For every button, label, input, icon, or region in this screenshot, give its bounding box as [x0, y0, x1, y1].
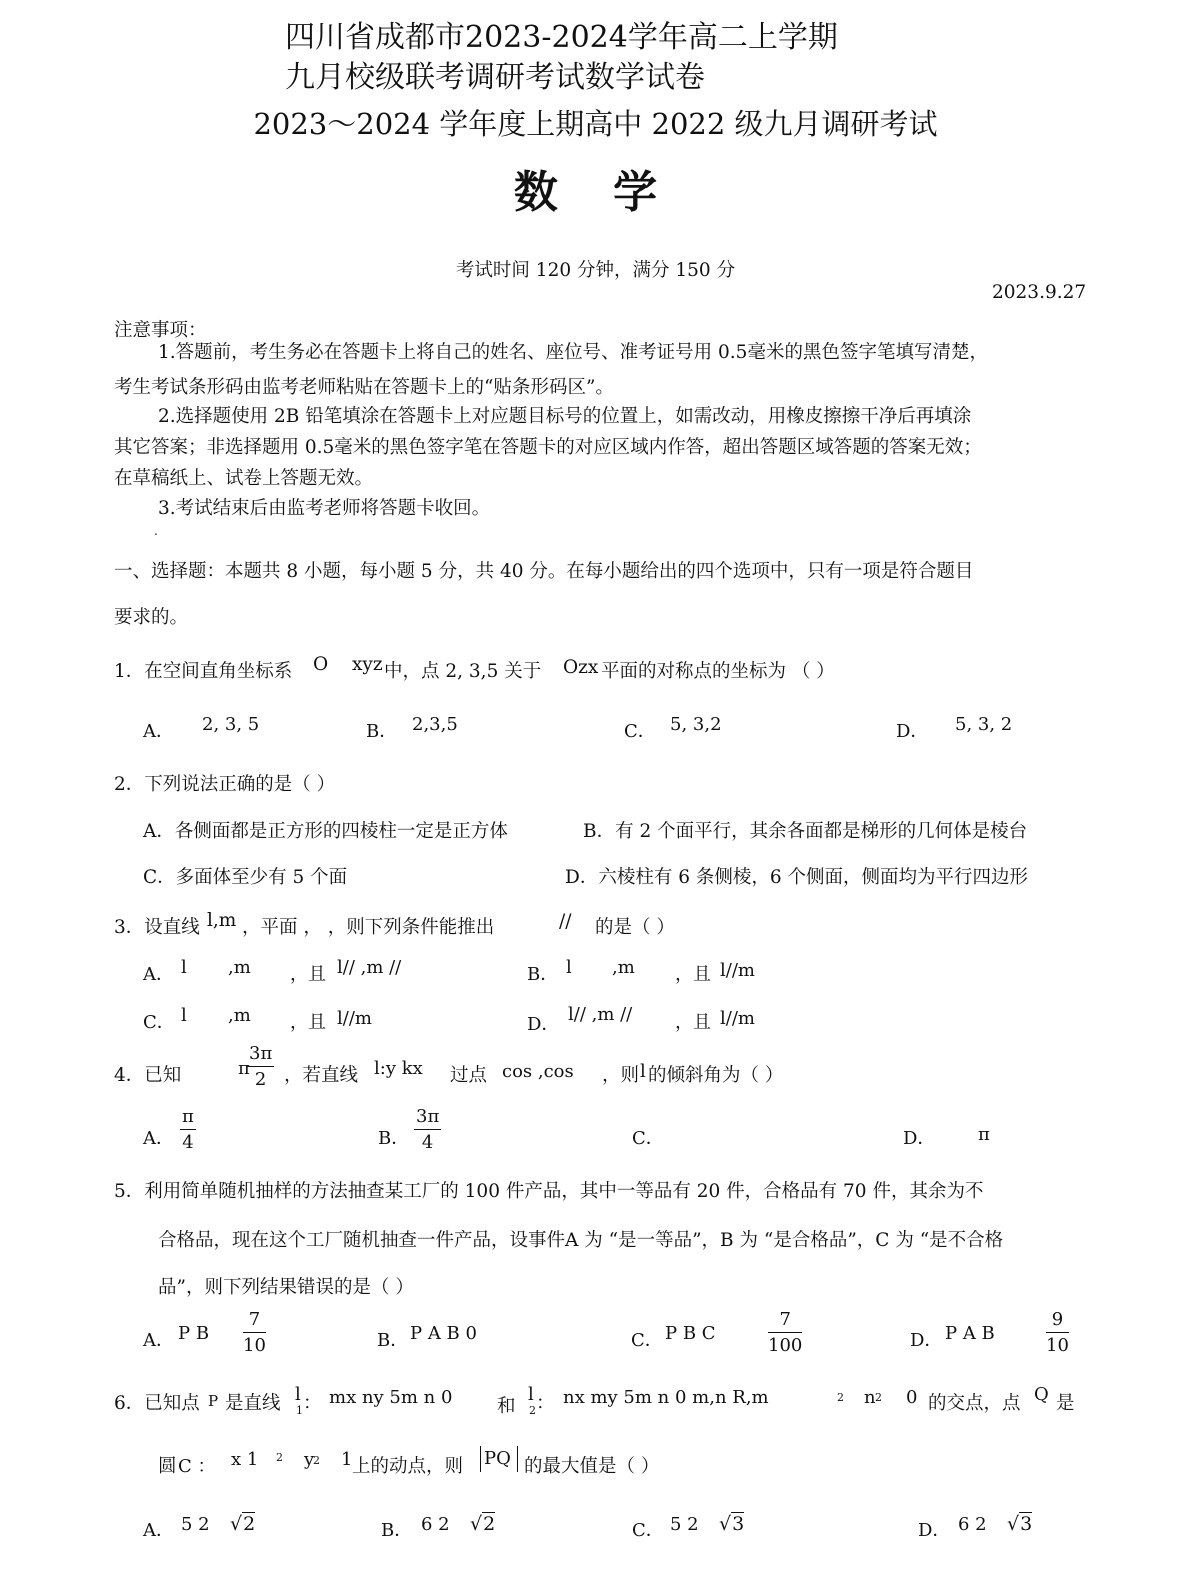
q6-colon-2: ： — [536, 1393, 555, 1414]
q4-stem-d: 过点 — [450, 1065, 488, 1086]
radical-sign-icon: √ — [719, 1513, 732, 1535]
q2-option-a: A．各侧面都是正方形的四棱柱一定是正方体 — [143, 821, 508, 842]
q4-option-b-fraction — [414, 1105, 441, 1156]
q5-stem-line-2: 合格品，现在这个工厂随机抽查一件产品，设事件A 为 “是一等品”，B 为 “是合格品”，C 为 “是不合格 — [158, 1230, 1004, 1251]
q1-stem-f: 平面的对称点的坐标为 （ ） — [601, 661, 835, 682]
q4-pi: π — [238, 1058, 250, 1079]
q1-option-a-label: A． — [143, 721, 174, 742]
q3-option-c-m: ,m — [228, 1005, 251, 1026]
q1-stem-d: 中，点 2, 3,5 关于 — [384, 661, 542, 682]
q3-option-d-label: D． — [527, 1014, 560, 1035]
q1-option-b-label: B． — [366, 721, 398, 742]
q5-option-b-expr: P A B 0 — [410, 1323, 477, 1344]
q6-point-p: P — [208, 1392, 219, 1410]
q3-option-d-cond2: l//m — [720, 1008, 755, 1029]
exam-date: 2023.9.27 — [992, 282, 1087, 303]
q3-option-b-label: B． — [527, 964, 559, 985]
title-line-1: 四川省成都市2023-2024学年高二上学期 — [285, 20, 838, 55]
q5-option-c-label: C． — [631, 1330, 663, 1351]
q3-option-c-l: l — [181, 1005, 187, 1026]
q4-stem-a: 4．已知 — [114, 1065, 182, 1086]
q5-option-d-expr: P A B — [945, 1323, 995, 1344]
q6-option-c-radicand: 3 — [732, 1513, 745, 1535]
q5-option-a-fraction — [243, 1308, 266, 1359]
title-line-2: 九月校级联考调研考试数学试卷 — [285, 60, 705, 95]
q6-stem-c: 是直线 — [225, 1393, 281, 1414]
q1-option-a-value: 2, 3, 5 — [202, 714, 260, 735]
q6-option-d-expr: 6 2 — [958, 1514, 987, 1535]
q6-m-sq: 2 — [837, 1391, 844, 1404]
q6-l1-sub: 1 — [296, 1404, 303, 1417]
q6-zero: 0 — [906, 1387, 918, 1408]
q3-stem-a: 3．设直线 — [114, 917, 200, 938]
q6-l2-sub: 2 — [529, 1404, 536, 1417]
stray-dot: . — [154, 524, 158, 538]
q4-stem-l: l — [640, 1061, 646, 1082]
q6-option-b-label: B． — [381, 1520, 413, 1541]
q6-line2-h: 的最大值是（ ） — [524, 1456, 660, 1477]
q4-fraction-numerator: 3π — [247, 1042, 274, 1067]
q4-fraction — [247, 1042, 274, 1093]
q6-option-c-sqrt — [719, 1513, 744, 1535]
q6-option-b-expr: 6 2 — [421, 1514, 450, 1535]
q4-stem-b: ，若直线 — [284, 1065, 359, 1086]
q5-option-d-label: D． — [910, 1330, 943, 1351]
q6-circle-x: x 1 — [231, 1449, 259, 1470]
q6-point-q: Q — [1034, 1384, 1049, 1405]
q4-option-c-label: C． — [632, 1128, 664, 1149]
q3-option-b-cond: l//m — [720, 960, 755, 981]
note-1a: 1.答题前，考生务必在答题卡上将自己的姓名、座位号、准考证号用 0.5毫米的黑色签字笔填写清楚， — [158, 342, 988, 363]
q5-option-c-expr: P B C — [665, 1323, 716, 1344]
q2-option-b: B．有 2 个面平行，其余各面都是梯形的几何体是棱台 — [583, 821, 1028, 842]
q3-stem-c: ，平面 ， ，则下列条件能推出 — [242, 917, 495, 938]
q3-option-a-l: l — [181, 957, 187, 978]
q6-line2-a: 圆 — [158, 1456, 177, 1477]
q5-option-a-numerator: 7 — [243, 1308, 266, 1333]
q6-pq-abs: PQ — [480, 1446, 518, 1472]
q6-n-sq: 2 — [875, 1391, 882, 1404]
q6-stem-m: 的交点，点 — [928, 1393, 1021, 1414]
q6-option-d-sqrt — [1007, 1513, 1032, 1535]
q4-option-a-numerator: π — [180, 1105, 196, 1130]
note-1b: 考生考试条形码由监考老师粘贴在答题卡上的“贴条形码区”。 — [114, 377, 614, 398]
q5-option-d-fraction — [1046, 1308, 1069, 1359]
q3-option-c-and: ，且 — [290, 1012, 326, 1033]
q4-line-eq: l:y kx — [374, 1058, 423, 1079]
q3-option-b-l: l — [566, 957, 572, 978]
q6-option-a-sqrt — [230, 1513, 255, 1535]
q6-option-b-radicand: 2 — [483, 1513, 496, 1535]
q6-circle-y-sq: 2 — [313, 1454, 320, 1467]
note-2c: 在草稿纸上、试卷上答题无效。 — [114, 468, 374, 489]
q2-option-d: D．六棱柱有 6 条侧棱，6 个侧面，侧面均为平行四边形 — [565, 867, 1029, 888]
exam-subtitle: 2023～2024 学年度上期高中 2022 级九月调研考试 — [253, 107, 938, 141]
q5-option-d-numerator: 9 — [1046, 1308, 1069, 1333]
q6-stem-a: 6．已知点 — [114, 1393, 200, 1414]
q6-option-a-label: A． — [143, 1520, 174, 1541]
q6-stem-o: 是 — [1056, 1393, 1075, 1414]
q1-option-c-label: C． — [624, 721, 656, 742]
radical-sign-icon: √ — [230, 1513, 243, 1535]
exam-info: 考试时间 120 分钟，满分 150 分 — [455, 260, 736, 281]
q4-stem-f: ，则 — [602, 1065, 640, 1086]
q4-option-d-label: D． — [903, 1128, 936, 1149]
q6-option-c-expr: 5 2 — [670, 1514, 699, 1535]
q6-option-c-label: C． — [632, 1520, 664, 1541]
q6-l2: l — [528, 1384, 534, 1405]
section-heading-line-1: 一、选择题：本题共 8 小题，每小题 5 分，共 40 分。在每小题给出的四个选项中，只有一项是符合题目 — [114, 561, 974, 582]
q4-option-b-label: B． — [378, 1128, 410, 1149]
q1-option-d-label: D． — [896, 721, 929, 742]
q5-stem-line-3: 品”，则下列结果错误的是（ ） — [158, 1277, 414, 1298]
q5-option-b-label: B． — [377, 1330, 409, 1351]
q5-option-c-fraction — [768, 1308, 802, 1359]
q3-option-a-label: A． — [143, 964, 174, 985]
q6-line-1-eq: mx ny 5m n 0 — [329, 1387, 453, 1408]
q3-option-a-m: ,m — [228, 957, 251, 978]
q3-option-b-m: ,m — [612, 957, 635, 978]
q1-option-b-value: 2,3,5 — [412, 714, 458, 735]
q4-option-a-fraction — [180, 1105, 196, 1156]
radical-sign-icon: √ — [1007, 1513, 1020, 1535]
q4-option-d-value: π — [978, 1124, 990, 1145]
q6-option-a-expr: 5 2 — [181, 1514, 210, 1535]
subject-title: 数 学 — [513, 167, 678, 218]
q3-option-c-cond: l//m — [337, 1008, 372, 1029]
q5-option-a-expr: P B — [178, 1323, 210, 1344]
q6-circle-y: y — [304, 1449, 315, 1470]
q5-option-c-numerator: 7 — [768, 1308, 802, 1333]
q3-stem-d: // — [559, 911, 572, 932]
q5-option-c-denominator: 100 — [768, 1335, 803, 1356]
q2-option-c: C．多面体至少有 5 个面 — [143, 867, 348, 888]
q6-line-2-eq: nx my 5m n 0 m,n R,m — [563, 1387, 769, 1408]
q4-option-b-denominator: 4 — [421, 1132, 434, 1153]
q3-option-a-cond: l// ,m // — [337, 957, 402, 978]
q1-option-c-value: 5, 3,2 — [670, 714, 722, 735]
q6-and: 和 — [497, 1396, 516, 1417]
q6-option-b-sqrt — [470, 1513, 495, 1535]
q3-option-d-and: ，且 — [675, 1012, 711, 1033]
q6-option-d-radicand: 3 — [1020, 1513, 1033, 1535]
q2-stem: 2．下列说法正确的是（ ） — [114, 774, 336, 795]
q1-option-d-value: 5, 3, 2 — [955, 714, 1013, 735]
q6-n: n — [864, 1387, 876, 1408]
q5-option-a-label: A． — [143, 1330, 174, 1351]
q3-stem-b: l,m — [207, 910, 237, 931]
note-3: 3.考试结束后由监考老师将答题卡收回。 — [158, 498, 491, 519]
q6-circle-r: 1 — [341, 1449, 353, 1470]
q3-stem-e: 的是（ ） — [595, 917, 675, 938]
q6-option-a-radicand: 2 — [243, 1513, 256, 1535]
q1-stem-b: O — [313, 654, 329, 675]
q4-stem-h: 的倾斜角为（ ） — [648, 1065, 784, 1086]
q5-option-a-denominator: 10 — [243, 1335, 266, 1356]
q5-stem-line-1: 5．利用简单随机抽样的方法抽查某工厂的 100 件产品，其中一等品有 20 件，合格品有 70 件，其余为不 — [114, 1181, 984, 1202]
radical-sign-icon: √ — [470, 1513, 483, 1535]
note-2a: 2.选择题使用 2B 铅笔填涂在答题卡上对应题目标号的位置上，如需改动，用橡皮擦擦干净后再填涂 — [158, 406, 972, 427]
q3-option-a-and: ，且 — [290, 964, 326, 985]
q6-circle-c: C ： — [178, 1456, 216, 1477]
notes-heading: 注意事项： — [114, 320, 207, 341]
q6-colon-1: ： — [303, 1393, 322, 1414]
q3-option-c-label: C． — [143, 1012, 175, 1033]
q1-stem-a: 1．在空间直角坐标系 — [114, 661, 293, 682]
q4-fraction-denominator: 2 — [254, 1069, 267, 1090]
q6-option-d-label: D． — [918, 1520, 951, 1541]
q4-option-a-label: A． — [143, 1128, 174, 1149]
q1-stem-c: xyz — [352, 654, 383, 675]
q4-point: cos ,cos — [502, 1061, 574, 1082]
q4-option-b-numerator: 3π — [414, 1105, 441, 1130]
q6-line2-f: 上的动点，则 — [352, 1456, 464, 1477]
q1-stem-e: Ozx — [563, 657, 599, 678]
q6-l1: l — [295, 1384, 301, 1405]
q6-circle-x-sq: 2 — [276, 1451, 283, 1464]
q4-option-a-denominator: 4 — [182, 1132, 194, 1153]
q3-option-d-cond1: l// ,m // — [568, 1004, 633, 1025]
q3-option-b-and: ，且 — [675, 964, 711, 985]
note-2b: 其它答案；非选择题用 0.5毫米的黑色签字笔在答题卡的对应区域内作答，超出答题区域答题的答案无效； — [114, 437, 982, 458]
section-heading-line-2: 要求的。 — [114, 607, 189, 628]
q5-option-d-denominator: 10 — [1046, 1335, 1069, 1356]
